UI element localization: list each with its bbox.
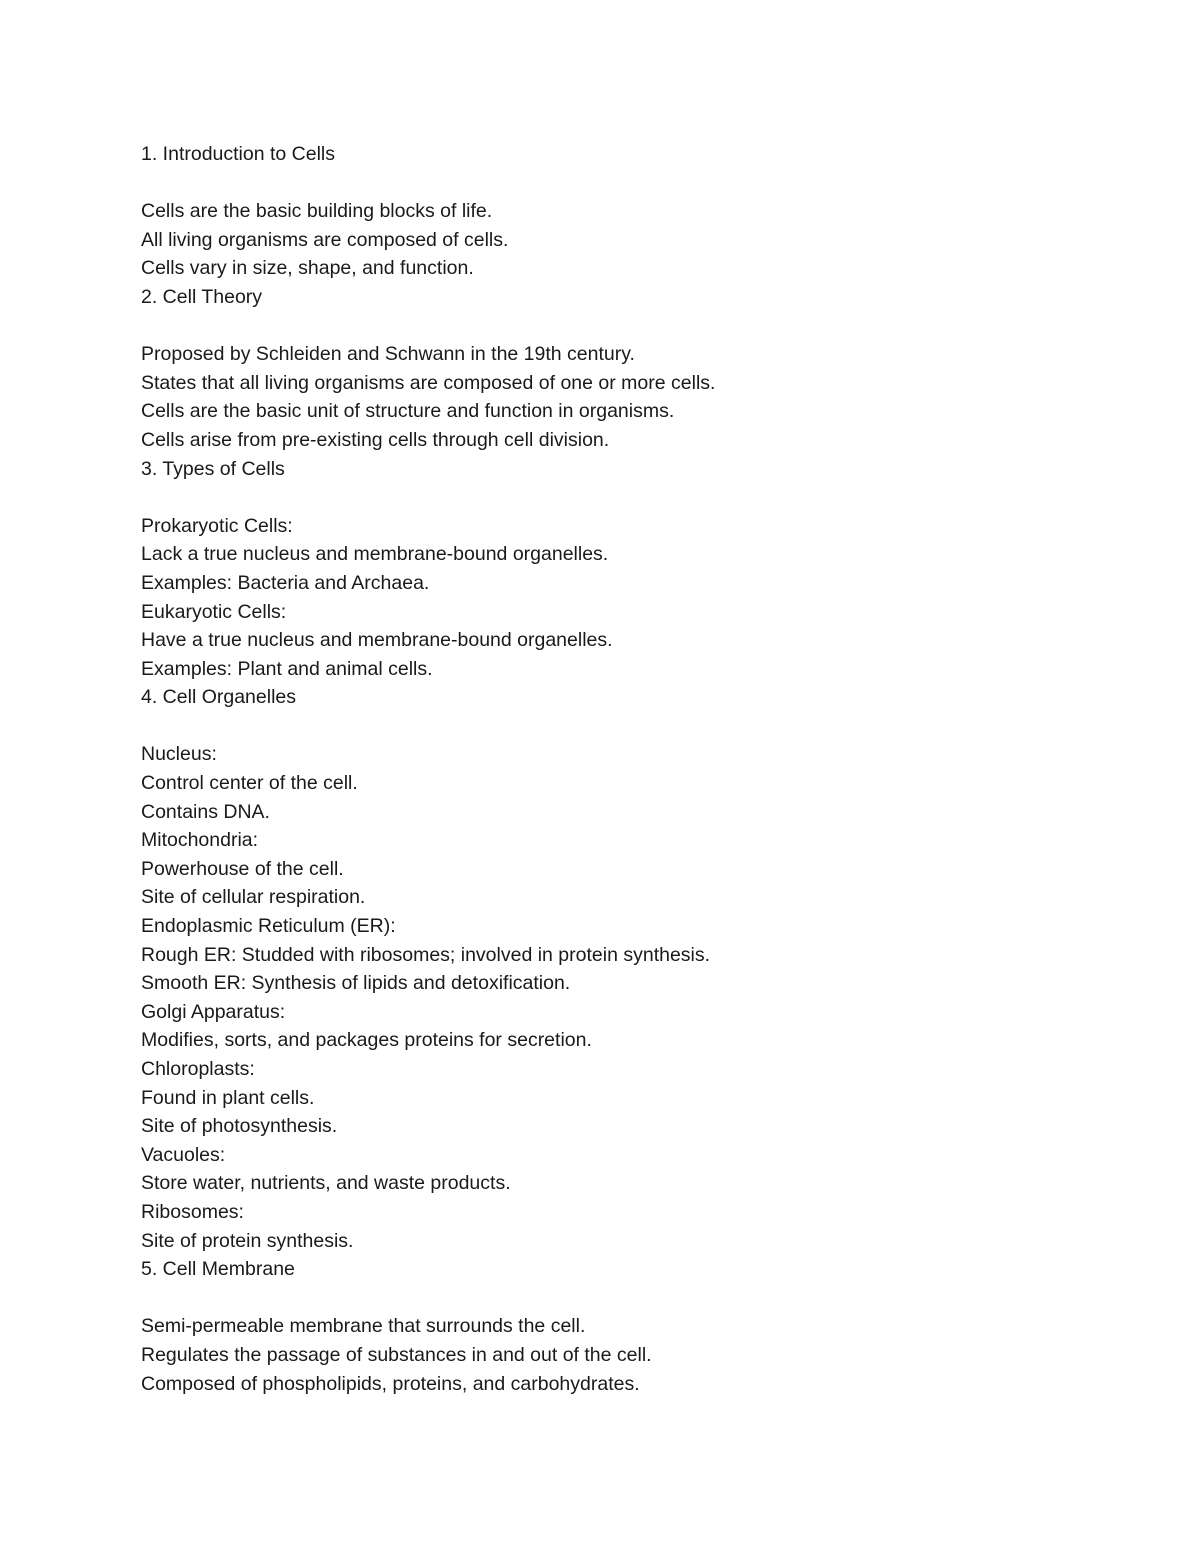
body-line: Composed of phospholipids, proteins, and carbohydrates. — [141, 1372, 640, 1395]
body-line: Vacuoles: — [141, 1143, 226, 1166]
section-heading: 4. Cell Organelles — [141, 686, 296, 709]
blank-line — [141, 312, 1141, 341]
body-line: Rough ER: Studded with ribosomes; involved in protein synthesis. — [141, 943, 711, 966]
body-line: Endoplasmic Reticulum (ER): — [141, 915, 396, 938]
blank-line — [141, 1284, 1141, 1313]
section-heading: 2. Cell Theory — [141, 285, 263, 308]
body-line: States that all living organisms are composed of one or more cells. — [141, 371, 716, 394]
body-line: Site of photosynthesis. — [141, 1115, 338, 1138]
body-line: Cells are the basic building blocks of life. — [141, 200, 493, 223]
body-line: Site of cellular respiration. — [141, 886, 366, 909]
blank-line — [141, 169, 1141, 198]
blank-line — [141, 483, 1141, 512]
body-line: Lack a true nucleus and membrane-bound organelles. — [141, 543, 609, 566]
body-line: Smooth ER: Synthesis of lipids and detoxification. — [141, 972, 571, 995]
document-body — [141, 140, 1141, 1398]
section-heading: 3. Types of Cells — [141, 457, 285, 480]
body-line: Proposed by Schleiden and Schwann in the 19th century. — [141, 343, 635, 366]
body-line: Eukaryotic Cells: — [141, 600, 287, 623]
body-line: Contains DNA. — [141, 800, 270, 823]
body-line: Semi-permeable membrane that surrounds the cell. — [141, 1315, 586, 1338]
body-line: Regulates the passage of substances in and out of the cell. — [141, 1343, 652, 1366]
section-heading: 5. Cell Membrane — [141, 1258, 295, 1281]
blank-line — [141, 712, 1141, 741]
body-line: Powerhouse of the cell. — [141, 857, 344, 880]
body-line: Mitochondria: — [141, 829, 259, 852]
body-line: Modifies, sorts, and packages proteins for secretion. — [141, 1029, 592, 1052]
body-line: Cells arise from pre-existing cells through cell division. — [141, 428, 610, 451]
body-line: Have a true nucleus and membrane-bound organelles. — [141, 629, 613, 652]
body-line: Examples: Plant and animal cells. — [141, 657, 433, 680]
body-line: Chloroplasts: — [141, 1058, 255, 1080]
body-line: Cells are the basic unit of structure and function in organisms. — [141, 400, 675, 423]
body-line: Cells vary in size, shape, and function. — [141, 257, 474, 280]
section-heading: 1. Introduction to Cells — [141, 143, 336, 165]
body-line: Store water, nutrients, and waste products. — [141, 1172, 511, 1195]
body-line: Control center of the cell. — [141, 772, 358, 795]
body-line: Ribosomes: — [141, 1200, 244, 1223]
body-line: Prokaryotic Cells: — [141, 514, 293, 537]
body-line: Site of protein synthesis. — [141, 1229, 354, 1252]
body-line: Nucleus: — [141, 743, 217, 766]
body-line: Examples: Bacteria and Archaea. — [141, 571, 430, 594]
body-line: All living organisms are composed of cells. — [141, 228, 509, 251]
body-line: Found in plant cells. — [141, 1086, 315, 1109]
body-line: Golgi Apparatus: — [141, 1000, 286, 1023]
